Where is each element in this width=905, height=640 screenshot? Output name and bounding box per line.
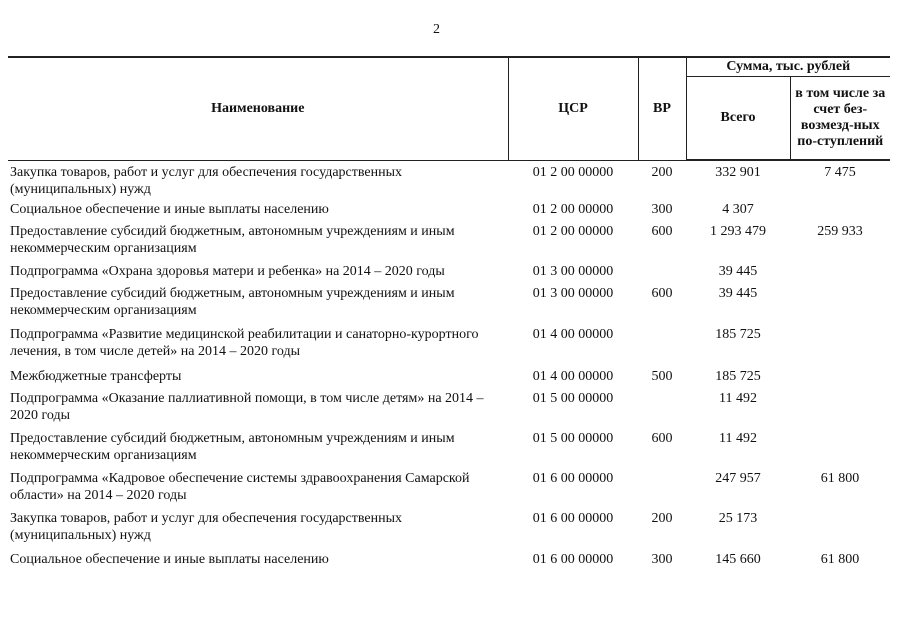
row-name: Закупка товаров, работ и услуг для обеспечения государственных (муниципальных) нужд <box>10 164 403 197</box>
row-free <box>790 201 890 223</box>
table-row <box>8 326 890 368</box>
row-total: 247 957 <box>715 471 761 486</box>
row-csr: 01 3 00 00000 <box>532 264 614 279</box>
header-name: Наименование <box>8 57 508 160</box>
row-csr: 01 5 00 00000 <box>532 431 614 446</box>
row-total: 39 445 <box>718 286 758 301</box>
row-total: 39 445 <box>718 264 758 279</box>
table-row <box>8 160 890 201</box>
row-free <box>790 390 890 430</box>
row-free: 61 800 <box>820 552 860 567</box>
row-vr: 300 <box>651 552 673 567</box>
table-row <box>8 430 890 470</box>
row-csr: 01 3 00 00000 <box>532 286 614 301</box>
table-row <box>8 263 890 285</box>
row-csr: 01 6 00 00000 <box>532 471 614 486</box>
table-row <box>8 201 890 223</box>
row-name: Предоставление субсидий бюджетным, автономным учреждениям и иным некоммерческим организациям <box>10 286 455 318</box>
table-row <box>8 390 890 430</box>
row-name: Предоставление субсидий бюджетным, автономным учреждениям и иным некоммерческим организациям <box>10 431 455 463</box>
row-vr: 600 <box>651 431 673 446</box>
row-csr: 01 2 00 00000 <box>532 202 614 217</box>
row-free <box>790 326 890 368</box>
budget-table <box>8 56 890 573</box>
table-body <box>8 160 890 573</box>
row-csr: 01 5 00 00000 <box>532 391 614 406</box>
row-vr <box>638 470 686 510</box>
row-name: Социальное обеспечение и иные выплаты населению <box>10 552 329 567</box>
row-csr: 01 6 00 00000 <box>532 511 614 526</box>
row-csr: 01 4 00 00000 <box>532 369 614 384</box>
row-free <box>790 285 890 326</box>
row-name: Предоставление субсидий бюджетным, автономным учреждениям и иным некоммерческим организациям <box>10 224 455 256</box>
row-name: Подпрограмма «Оказание паллиативной помощи, в том числе детям» на 2014 – 2020 годы <box>10 391 484 423</box>
row-vr: 300 <box>651 202 673 217</box>
header-amount: Сумма, тыс. рублей <box>686 57 890 76</box>
table-row <box>8 510 890 551</box>
row-vr <box>638 326 686 368</box>
row-free <box>790 368 890 390</box>
header-total: Всего <box>686 76 790 160</box>
row-vr: 500 <box>651 369 673 384</box>
table-row <box>8 223 890 263</box>
row-free <box>790 430 890 470</box>
row-vr: 200 <box>651 164 673 180</box>
row-total: 332 901 <box>715 165 761 180</box>
row-vr <box>638 263 686 285</box>
row-total: 4 307 <box>722 202 754 217</box>
row-vr: 200 <box>651 511 673 526</box>
table-row <box>8 470 890 510</box>
row-csr: 01 4 00 00000 <box>532 327 614 342</box>
row-total: 25 173 <box>718 511 758 526</box>
row-csr: 01 2 00 00000 <box>532 164 614 180</box>
row-total: 185 725 <box>715 327 761 342</box>
row-total: 145 660 <box>715 552 761 567</box>
row-name: Подпрограмма «Охрана здоровья матери и ребенка» на 2014 – 2020 годы <box>10 264 445 279</box>
row-free: 61 800 <box>820 471 860 486</box>
table-header <box>8 57 890 160</box>
row-csr: 01 2 00 00000 <box>532 224 614 239</box>
row-total: 11 492 <box>719 391 757 406</box>
row-name: Социальное обеспечение и иные выплаты населению <box>10 202 329 217</box>
row-csr: 01 6 00 00000 <box>532 552 614 567</box>
table-row <box>8 285 890 326</box>
row-name: Подпрограмма «Развитие медицинской реабилитации и санаторно-курортного лечения, в том числе детей» на 2014 – 2020 годы <box>10 327 479 359</box>
header-free: в том числе за счет без-возмезд-ных по-ступлений <box>790 76 890 160</box>
row-name: Закупка товаров, работ и услуг для обеспечения государственных (муниципальных) нужд <box>10 511 403 543</box>
header-csr: ЦСР <box>508 57 638 160</box>
header-vr: ВР <box>638 57 686 160</box>
row-name: Подпрограмма «Кадровое обеспечение системы здравоохранения Самарской области» на 2014 – 2020 годы <box>10 471 470 503</box>
row-vr: 600 <box>651 224 673 239</box>
row-vr <box>638 390 686 430</box>
row-vr: 600 <box>651 286 673 301</box>
row-free: 7 475 <box>824 165 856 180</box>
row-free: 259 933 <box>817 224 863 239</box>
row-total: 1 293 479 <box>710 224 766 239</box>
row-total: 185 725 <box>715 369 761 384</box>
row-total: 11 492 <box>719 431 757 446</box>
page-number: 2 <box>433 22 440 37</box>
row-free <box>790 510 890 551</box>
table-row <box>8 368 890 390</box>
row-free <box>790 263 890 285</box>
row-name: Межбюджетные трансферты <box>10 369 182 384</box>
table-row <box>8 551 890 573</box>
